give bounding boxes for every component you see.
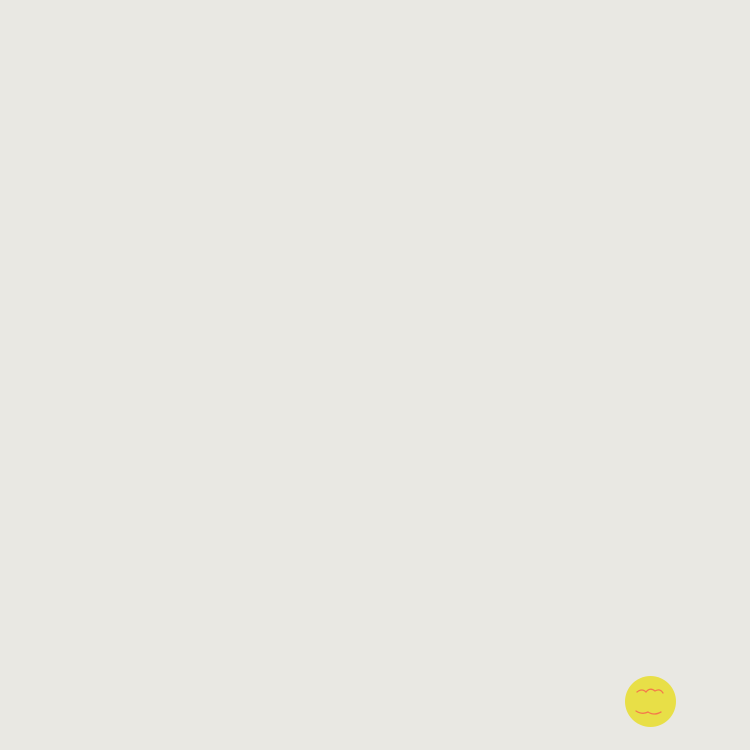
crush-logo-icon <box>625 676 676 727</box>
crush-logo <box>625 676 676 727</box>
